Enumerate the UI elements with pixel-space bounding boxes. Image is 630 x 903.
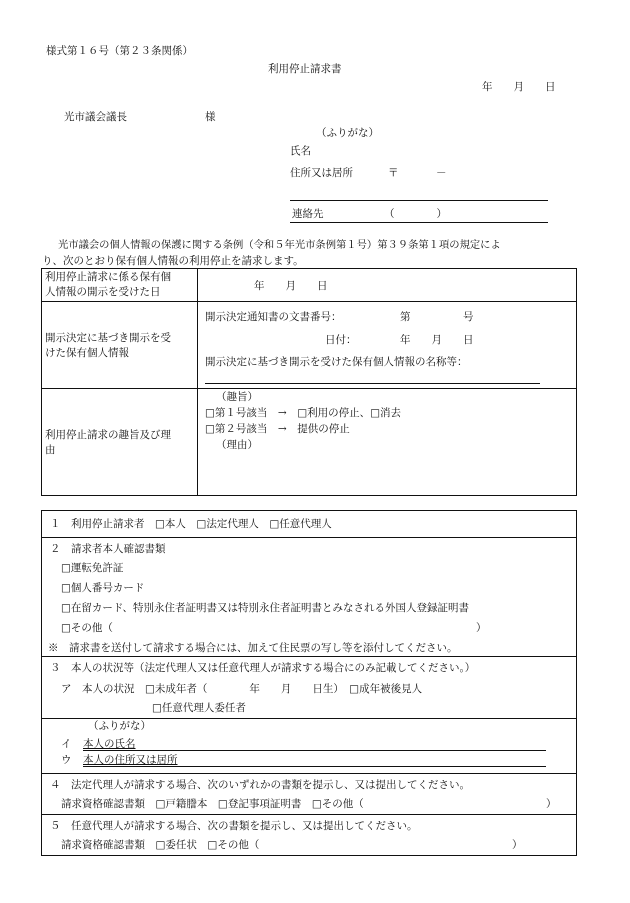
principal-status-line-a[interactable]: ア 本人の状況 □未成年者（ 年 月 日生） □成年被後見人 [61, 683, 423, 695]
requester-name-label: 氏名 [290, 145, 311, 157]
reason-label: （理由） [216, 439, 258, 451]
principal-name-underline [83, 750, 546, 751]
principal-status-line-a2[interactable]: □任意代理人委任者 [152, 702, 246, 714]
honorific: 様 [205, 111, 216, 123]
principal-address-prefix: ウ [61, 754, 72, 766]
principal-name-prefix: イ [61, 738, 72, 750]
principal-status-heading: ３ 本人の状況等（法定代理人又は任意代理人が請求する場合にのみ記載してください。） [50, 662, 476, 674]
id-doc-mynumber[interactable]: □個人番号カード [61, 582, 145, 594]
purpose-option-1[interactable]: □第１号該当 → □利用の停止、□消去 [205, 407, 402, 419]
row1-label-line2: 人情報の開示を受けた日 [45, 286, 161, 298]
date-line: 年 月 日 [482, 81, 556, 93]
purpose-option-2[interactable]: □第２号該当 → 提供の停止 [205, 423, 350, 435]
id-doc-other-close: ） [476, 622, 487, 634]
doc-number-label: 開示決定通知書の文書番号： [205, 311, 342, 323]
mail-note: ※ 請求書を送付して請求する場合には、加えて住民票の写し等を添付してください。 [48, 642, 458, 654]
page-title: 利用停止請求書 [268, 63, 342, 75]
row3-label-line2: 由 [45, 444, 56, 456]
principal-name-label: 本人の氏名 [83, 738, 136, 750]
intro-line-1: 光市議会の個人情報の保護に関する条例（令和５年光市条例第１号）第３９条第１項の規定によ [58, 239, 501, 251]
doc-date-value: 年 月 日 [400, 334, 474, 346]
id-docs-heading: ２ 請求者本人確認書類 [50, 543, 166, 555]
row1-label-line1: 利用停止請求に係る保有個 [45, 271, 171, 283]
id-doc-other[interactable]: □その他（ [61, 622, 113, 634]
disclosed-info-underline [205, 383, 540, 384]
row2-label-line2: けた保有個人情報 [45, 347, 129, 359]
intro-line-2: り、次のとおり保有個人情報の利用停止を請求します。 [42, 255, 304, 267]
legal-agent-docs[interactable]: 請求資格確認書類 □戸籍謄本 □登記事項証明書 □その他（ [61, 798, 364, 810]
purpose-label: （趣旨） [216, 391, 258, 403]
postal-dash: － [436, 167, 447, 179]
requester-address-label: 住所又は居所 [290, 167, 353, 179]
row3-label-line1: 利用停止請求の趣旨及び理 [45, 429, 171, 441]
disclosed-info-name-label: 開示決定に基づき開示を受けた保有個人情報の名称等： [205, 356, 468, 368]
id-doc-license[interactable]: □運転免許証 [61, 562, 124, 574]
principal-furigana: （ふりがな） [88, 720, 151, 732]
postal-mark: 〒 [388, 167, 399, 179]
voluntary-agent-docs[interactable]: 請求資格確認書類 □委任状 □その他（ [61, 839, 260, 851]
legal-agent-heading: ４ 法定代理人が請求する場合、次のいずれかの書類を提示し、又は提出してください。 [50, 779, 470, 791]
contact-underline [290, 222, 548, 223]
legal-agent-docs-close: ） [546, 798, 557, 810]
doc-date-label: 日付： [325, 334, 357, 346]
addressee: 光市議会議長 [64, 111, 127, 123]
principal-address-label: 本人の住所又は居所 [83, 754, 178, 766]
request-details-table [41, 268, 577, 496]
id-doc-residence-card[interactable]: □在留カード、特別永住者証明書又は特別永住者証明書とみなされる外国人登録証明書 [61, 602, 469, 614]
voluntary-agent-docs-close: ） [512, 839, 523, 851]
contact-label: 連絡先 [292, 208, 324, 220]
contact-parens: （ ） [384, 208, 447, 220]
form-number: 様式第１６号（第２３条関係） [46, 45, 193, 57]
requester-type[interactable]: １ 利用停止請求者 □本人 □法定代理人 □任意代理人 [50, 518, 332, 530]
principal-address-underline [83, 766, 546, 767]
row2-label-line1: 開示決定に基づき開示を受 [45, 332, 171, 344]
disclosure-date: 年 月 日 [254, 280, 328, 292]
address-underline [290, 200, 548, 201]
doc-number-value: 第 号 [400, 311, 474, 323]
voluntary-agent-heading: ５ 任意代理人が請求する場合、次の書類を提示し、又は提出してください。 [50, 820, 418, 832]
requester-furigana-label: （ふりがな） [316, 127, 379, 139]
